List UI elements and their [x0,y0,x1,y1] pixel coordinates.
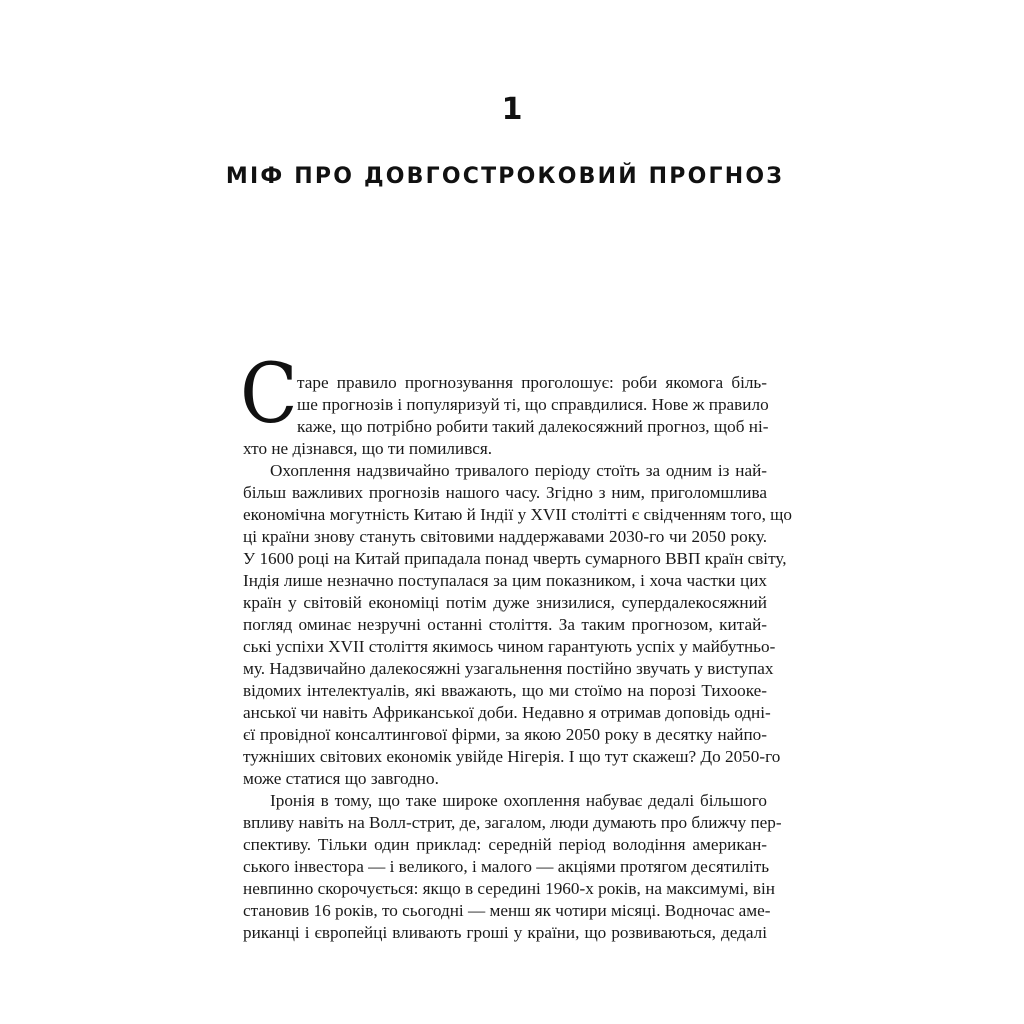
text-line: У 1600 році на Китай припадала понад чверть сумарного ВВП країн світу, [243,549,787,568]
text-line: спективу. Тільки один приклад: середній період володіння американ- [243,835,767,854]
text-line: Індія лише незначно поступалася за цим показником, і хоча частки цих [243,571,767,590]
text-line: ці країни знову стануть світовими наддержавами 2030-го чи 2050 року. [243,527,767,546]
text-line: впливу навіть на Волл-стрит, де, загалом, люди думають про ближчу пер- [243,813,782,832]
text-line: му. Надзвичайно далекосяжні узагальнення постійно звучать у виступах [243,659,774,678]
text-line: єї провідної консалтингової фірми, за якою 2050 року в десятку найпо- [243,725,767,744]
text-line: тужніших світових економік увійде Нігерія. І що тут скажеш? До 2050-го [243,747,781,766]
text-line: може статися що завгодно. [243,769,439,788]
text-line: таре правило прогнозування проголошує: роби якомога біль- [297,373,767,392]
text-line: погляд оминає незручні останні століття. За таким прогнозом, китай- [243,615,767,634]
text-line: Іронія в тому, що таке широке охоплення набуває дедалі більшого [270,791,767,810]
chapter-number: 1 [501,92,523,127]
text-line: ше прогнозів і популяризуй ті, що справдилися. Нове ж правило [297,395,769,414]
chapter-title: МІФ ПРО ДОВГОСТРОКОВИЙ ПРОГНОЗ [225,164,785,189]
text-line: риканці і європейці вливають гроші у країни, що розвиваються, дедалі [243,923,767,942]
text-line: анської чи навіть Африканської доби. Недавно я отримав доповідь одні- [243,703,771,722]
text-line: Охоплення надзвичайно тривалого періоду стоїть за одним із най- [270,461,767,480]
text-line: економічна могутність Китаю й Індії у XVII столітті є свідченням того, що [243,505,792,524]
text-line: становив 16 років, то сьогодні — менш як чотири місяці. Водночас аме- [243,901,771,920]
text-line: країн у світовій економіці потім дуже знизилися, супердалекосяжний [243,593,767,612]
text-line: хто не дізнався, що ти помилився. [243,439,493,458]
text-line: більш важливих прогнозів нашого часу. Згідно з ним, приголомшлива [243,483,767,502]
drop-cap: С [240,347,298,442]
text-line: ські успіхи XVII століття якимось чином гарантують успіх у майбутньо- [243,637,776,656]
text-line: ського інвестора — і великого, і малого — акціями протягом десятиліть [243,857,770,876]
text-line: каже, що потрібно робити такий далекосяжний прогноз, щоб ні- [297,417,769,436]
text-line: відомих інтелектуалів, які вважають, що ми стоїмо на порозі Тихооке- [243,681,767,700]
text-line: невпинно скорочується: якщо в середині 1960-х років, на максимумі, він [243,879,775,898]
